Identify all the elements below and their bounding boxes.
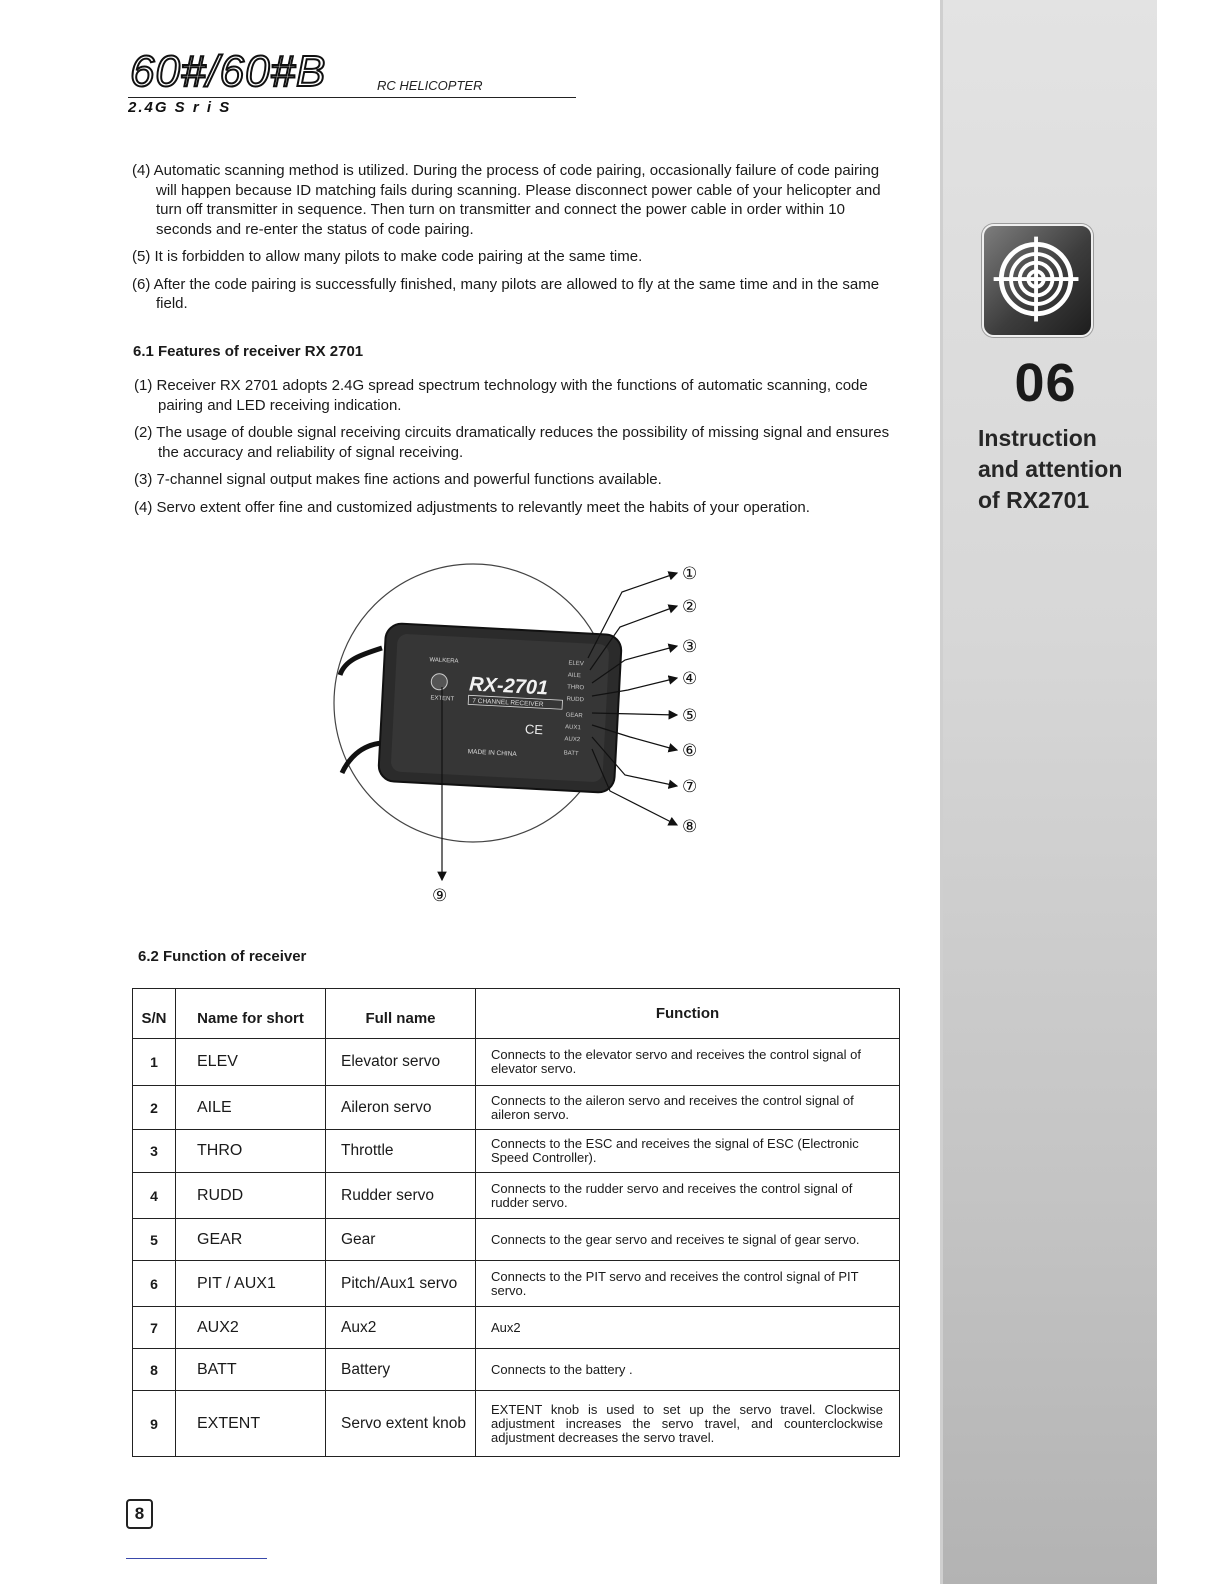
cell-function: Connects to the battery . bbox=[476, 1349, 900, 1391]
cell-sn: 8 bbox=[133, 1349, 176, 1391]
header-short-name: Name for short bbox=[176, 989, 326, 1039]
cell-full: Elevator servo bbox=[326, 1039, 476, 1086]
features-list bbox=[134, 376, 900, 517]
callout-number: ④ bbox=[682, 669, 698, 689]
table-row bbox=[133, 1130, 900, 1173]
callout-number: ③ bbox=[682, 637, 698, 657]
target-icon-box bbox=[982, 224, 1093, 337]
intro-item: (5) It is forbidden to allow many pilots to make code pairing at the same time. bbox=[132, 248, 643, 265]
section-6-1-title: 6.1 Features of receiver RX 2701 bbox=[133, 343, 364, 360]
product-logo bbox=[128, 48, 368, 92]
table-row bbox=[133, 1086, 900, 1130]
table-row bbox=[133, 1173, 900, 1219]
cell-sn: 1 bbox=[133, 1039, 176, 1086]
port-label: AILE bbox=[567, 672, 581, 680]
cell-function: Connects to the rudder servo and receives the control signal of rudder servo. bbox=[476, 1173, 900, 1219]
cell-short: ELEV bbox=[176, 1039, 326, 1086]
cell-full: Throttle bbox=[326, 1130, 476, 1173]
chapter-title-line: of RX2701 bbox=[978, 487, 1090, 513]
cell-sn: 4 bbox=[133, 1173, 176, 1219]
receiver-diagram bbox=[320, 555, 740, 910]
cell-function: Connects to the gear servo and receives te signal of gear servo. bbox=[476, 1219, 900, 1261]
port-label: AUX1 bbox=[564, 724, 581, 732]
intro-item: (4) Automatic scanning method is utilized. During the process of code pairing, occasionally failure of code pairing will happen because ID matching fails during scanning. Please disconnect power cable of your helicopter and turn off transmitter in sequence. Then turn on transmitter and connect the power cable in order within 10 seconds and re-enter the status of code pairing. bbox=[132, 162, 881, 238]
feature-item: (3) 7-channel signal output makes fine actions and powerful functions available. bbox=[134, 471, 662, 488]
feature-item: (2) The usage of double signal receiving circuits dramatically reduces the possibility of missing signal and ensures the accuracy and reliability of signal receiving. bbox=[134, 424, 890, 461]
callout-number: ⑧ bbox=[682, 817, 698, 837]
cell-function: Connects to the PIT servo and receives the control signal of PIT servo. bbox=[476, 1261, 900, 1307]
table-row bbox=[133, 1391, 900, 1457]
cell-sn: 7 bbox=[133, 1307, 176, 1349]
cell-full: Gear bbox=[326, 1219, 476, 1261]
cell-function: Connects to the ESC and receives the signal of ESC (Electronic Speed Controller). bbox=[476, 1130, 900, 1173]
cell-short: AILE bbox=[176, 1086, 326, 1130]
cell-sn: 5 bbox=[133, 1219, 176, 1261]
cell-short: AUX2 bbox=[176, 1307, 326, 1349]
chapter-sidebar bbox=[940, 0, 1157, 1584]
table-row bbox=[133, 1349, 900, 1391]
callout-number: ② bbox=[682, 597, 698, 617]
port-label: ELEV bbox=[568, 660, 584, 668]
cell-sn: 6 bbox=[133, 1261, 176, 1307]
table-row bbox=[133, 1261, 900, 1307]
intro-item: (6) After the code pairing is successfully finished, many pilots are allowed to fly at the same time and in the same field. bbox=[132, 275, 880, 312]
cell-short: RUDD bbox=[176, 1173, 326, 1219]
port-label: BATT bbox=[563, 750, 579, 758]
cell-short: BATT bbox=[176, 1349, 326, 1391]
ce-mark: CE bbox=[524, 721, 544, 738]
footer-divider bbox=[126, 1558, 267, 1559]
cell-short: PIT / AUX1 bbox=[176, 1261, 326, 1307]
table-row bbox=[133, 1039, 900, 1086]
cell-function: Aux2 bbox=[476, 1307, 900, 1349]
header-subtitle: RC HELICOPTER bbox=[377, 78, 483, 93]
cell-short: THRO bbox=[176, 1130, 326, 1173]
table-row bbox=[133, 1219, 900, 1261]
port-label: THRO bbox=[567, 684, 585, 692]
cell-full: Rudder servo bbox=[326, 1173, 476, 1219]
target-icon bbox=[984, 226, 1091, 335]
cell-function: Connects to the aileron servo and receives the control signal of aileron servo. bbox=[476, 1086, 900, 1130]
feature-item: (4) Servo extent offer fine and customized adjustments to relevantly meet the habits of your operation. bbox=[134, 498, 810, 516]
cell-full: Servo extent knob bbox=[326, 1391, 476, 1457]
chapter-number: 06 bbox=[1014, 353, 1077, 413]
cell-short: GEAR bbox=[176, 1219, 326, 1261]
extent-label: EXTENT bbox=[430, 695, 455, 703]
section-6-2-title: 6.2 Function of receiver bbox=[138, 948, 307, 965]
port-label: RUDD bbox=[566, 696, 585, 704]
chapter-title bbox=[978, 423, 1158, 516]
cell-sn: 3 bbox=[133, 1130, 176, 1173]
port-label: GEAR bbox=[565, 712, 583, 720]
series-logo-text: 2.4G S r i S bbox=[128, 100, 232, 114]
cell-full: Aileron servo bbox=[326, 1086, 476, 1130]
header-full-name: Full name bbox=[326, 989, 476, 1039]
page-number: 8 bbox=[126, 1499, 153, 1529]
extent-knob-icon bbox=[431, 673, 448, 690]
header-divider bbox=[128, 97, 576, 98]
header-function: Function bbox=[476, 989, 900, 1039]
callout-number: ⑥ bbox=[682, 741, 698, 761]
cell-sn: 2 bbox=[133, 1086, 176, 1130]
feature-item: (1) Receiver RX 2701 adopts 2.4G spread spectrum technology with the functions of automatic scanning, code pairing and LED receiving indication. bbox=[134, 377, 868, 414]
receiver-face bbox=[391, 634, 610, 783]
chapter-title-line: Instruction bbox=[978, 425, 1097, 451]
cell-short: EXTENT bbox=[176, 1391, 326, 1457]
cell-full: Aux2 bbox=[326, 1307, 476, 1349]
receiver-type-label: 7 CHANNEL RECEIVER bbox=[472, 697, 544, 709]
table-header-row bbox=[133, 989, 900, 1039]
callout-number: ⑤ bbox=[682, 706, 698, 726]
cell-function: Connects to the elevator servo and receives the control signal of elevator servo. bbox=[476, 1039, 900, 1086]
table-row bbox=[133, 1307, 900, 1349]
made-in-label: MADE IN CHINA bbox=[467, 748, 517, 758]
product-logo-text: 60#/60#B bbox=[130, 48, 327, 92]
chapter-title-line: and attention bbox=[978, 456, 1123, 482]
callout-number: ⑨ bbox=[432, 886, 448, 906]
cell-function: EXTENT knob is used to set up the servo travel. Clockwise adjustment increases the servo travel, and counterclockwise adjustment decreases the servo travel. bbox=[476, 1391, 900, 1457]
callout-number: ① bbox=[682, 564, 698, 584]
intro-list bbox=[132, 161, 900, 314]
port-label: AUX2 bbox=[564, 736, 581, 744]
header-sn: S/N bbox=[133, 989, 176, 1039]
callout-number: ⑦ bbox=[682, 777, 698, 797]
cell-sn: 9 bbox=[133, 1391, 176, 1457]
brand-label: WALKERA bbox=[429, 657, 459, 665]
model-label: RX-2701 bbox=[468, 673, 549, 700]
series-logo bbox=[128, 100, 288, 114]
function-table bbox=[132, 988, 899, 1457]
cell-full: Battery bbox=[326, 1349, 476, 1391]
cell-full: Pitch/Aux1 servo bbox=[326, 1261, 476, 1307]
